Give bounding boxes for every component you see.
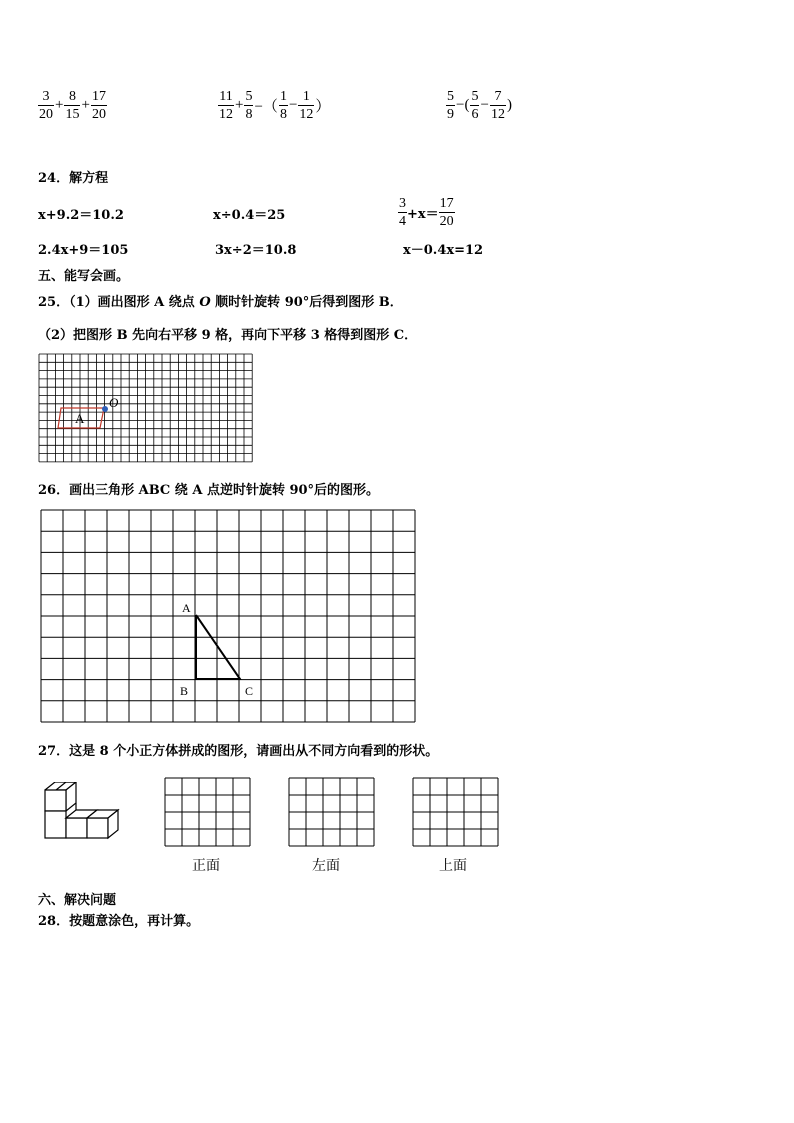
front-view-label: 正面 [192,858,220,874]
q23-expression-3: $\frac{5}{9}$ −( $\frac{5}{6}$ − $\frac{7}{12}$ ) [447,89,512,122]
section-6-heading: 六、解决问题 [38,893,117,908]
left-view-label: 左面 [312,858,340,874]
q24-equation-2: x÷0.4＝25 [213,208,286,223]
triangle-abc [196,615,240,679]
q26-title: 26．画出三角形 ABC 绕 A 点逆时针旋转 90°后的图形。 [38,483,380,498]
q24-equation-3: $\frac{3}{4}$ +x＝ $\frac{17}{20}$ [399,196,454,229]
label-a: A [75,411,85,426]
section-5-heading: 五、能写会画。 [38,269,130,284]
top-view-grid [412,777,500,847]
q25-grid [38,353,254,463]
q26-grid [40,509,420,725]
q24-equation-4: 2.4x+9＝105 [38,243,129,258]
q27-title: 27．这是 8 个小正方体拼成的图形，请画出从不同方向看到的形状。 [38,744,439,759]
q23-expression-1: $\frac{3}{20}$ + $\frac{8}{15}$ + $\frac{17}{20}$ [39,89,106,122]
front-view-grid [164,777,252,847]
q24-title: 24．解方程 [38,171,109,186]
q25-part-2: （2）把图形 B 先向右平移 9 格，再向下平移 3 格得到图形 C． [38,328,418,343]
label-b: B [180,684,189,698]
q28-title: 28．按题意涂色，再计算。 [38,914,200,929]
top-view-label: 上面 [439,858,467,874]
cube-figure [40,782,130,842]
q23-expression-2: $\frac{11}{12}$ + $\frac{5}{8}$ −（ $\frac{1}{8}$ − $\frac{1}{12}$ ） [219,89,331,122]
point-o [102,406,108,412]
q24-equation-6: x－0.4x=12 [403,243,484,258]
q24-equation-1: x+9.2＝10.2 [38,208,124,223]
q24-equation-5: 3x÷2＝10.8 [215,243,297,258]
left-view-grid [288,777,376,847]
label-o: O [109,395,119,410]
q25-part-1: 25．（1）画出图形 A 绕点 O 顺时针旋转 90°后得到图形 B． [38,295,403,310]
label-c: C [245,684,254,698]
label-a: A [182,601,191,615]
